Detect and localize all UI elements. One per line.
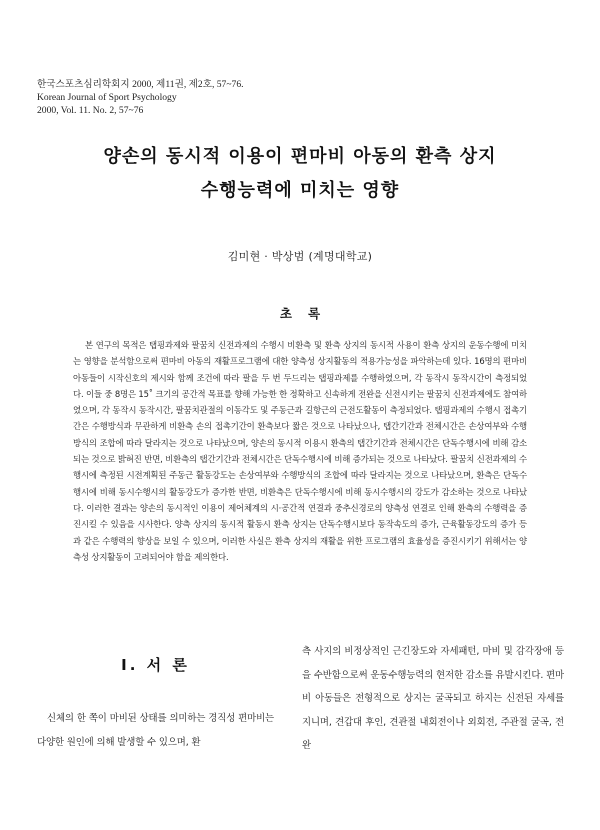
- paper-title: [0, 140, 600, 208]
- intro-paragraph-left: 신체의 한 쪽이 마비된 상태를 의미하는 경직성 편마비는 다양한 원인에 의해 발생할 수 있으며, 환: [37, 713, 274, 748]
- journal-citation-english: 2000, Vol. 11. No. 2, 57~76: [37, 105, 144, 116]
- journal-header: [37, 78, 244, 117]
- abstract-heading: 초록: [279, 306, 337, 321]
- author-line: 김미현 · 박상범 (계명대학교): [227, 250, 373, 263]
- journal-name-english: Korean Journal of Sport Psychology: [37, 92, 177, 103]
- section-heading-introduction: Ⅰ. 서 론: [121, 656, 190, 674]
- body-column-left: [37, 640, 274, 754]
- abstract-paragraph: 본 연구의 목적은 탭핑과제와 팔꿈치 신전과제의 수행시 비환측 및 환측 상지의 동시적 사용이 환측 상지의 운동수행에 미치는 영향을 분석함으로써 편마비 아동의 재활프로그램에 대한 양측성 상지활동의 적용가능성을 파악하는데 있다. 16명의 편마비 아동들이 시작신호의 제시와 함께 조건에 따라 팔을 두 번 두드리는 탭핑과제를 수행하였으며, 각 동작시 동작시간이 측정되었다. 이들 중 8명은 15˚ 크기의 공간적 목표를 향해 가능한 한 정확하고 신속하게 전완을 신전시키는 팔꿈치 신전과제에도 참여하였으며, 각 동작시 동작시간, 팔꿈치관절의 이동각도 및 주동근과 길항근의 근전도활동이 측정되었다. 탭핑과제의 수행시 접촉기간은 수행방식과 무관하게 비환측 손의 접촉기간이 환측보다 짧은 것으로 나타났으나, 탭간기간과 전체시간은 손상여부와 수행방식의 조합에 따라 달라지는 것으로 나타났으며, 양손의 동시적 이용시 환측의 탭간기간과 전체시간은 단독수행시에 비해 감소되는 것으로 밝혀진 반면, 비환측의 탭간기간과 전체시간은 단독수행시에 비해 증가되는 것으로 나타났다. 팔꿈치 신전과제의 수행시에 측정된 시전계획된 주동근 활동강도는 손상여부와 수행방식의 조합에 따라 달라지는 것으로 나타났으며, 환측은 단독수행시에 비해 동시수행시의 활동강도가 증가한 반면, 비환측은 단독수행시에 비해 동시수행시의 강도가 감소하는 것으로 나타났다. 이러한 결과는 양손의 동시적인 이용이 제어체계의 시·공간적 연결과 중추신경로의 양측성 연결로 인해 환측의 수행력을 증진시킬 수 있음을 시사한다. 양측 상지의 동시적 활동시 환측 상지는 단독수행시보다 동작속도의 증가, 근육활동강도의 증가 등과 같은 수행력의 향상을 보일 수 있으며, 이러한 사실은 환측 상지의 재활을 위한 프로그램의 효율성을 증진시키기 위해서는 양측성 상지활동이 고려되어야 함을 제의한다.: [73, 340, 527, 562]
- abstract-body: [73, 337, 527, 565]
- paper-title-line-2: 수행능력에 미치는 영향: [200, 180, 400, 201]
- paper-title-line-1: 양손의 동시적 이용이 편마비 아동의 환측 상지: [103, 146, 497, 167]
- journal-citation-korean: 한국스포츠심리학회지 2000, 제11권, 제2호, 57~76.: [37, 79, 244, 90]
- intro-paragraph-right: 측 사지의 비정상적인 근긴장도와 자세패턴, 마비 및 감각장애 등을 수반함으로써 운동수행능력의 현저한 감소를 유발시킨다. 편마비 아동들은 전형적으로 상지는 굴곡되고 하지는 신전된 자세를 지니며, 견갑대 후인, 견관절 내회전이나 외회전, 주관절 굴곡, 전완: [302, 646, 564, 752]
- body-column-right: [302, 640, 564, 758]
